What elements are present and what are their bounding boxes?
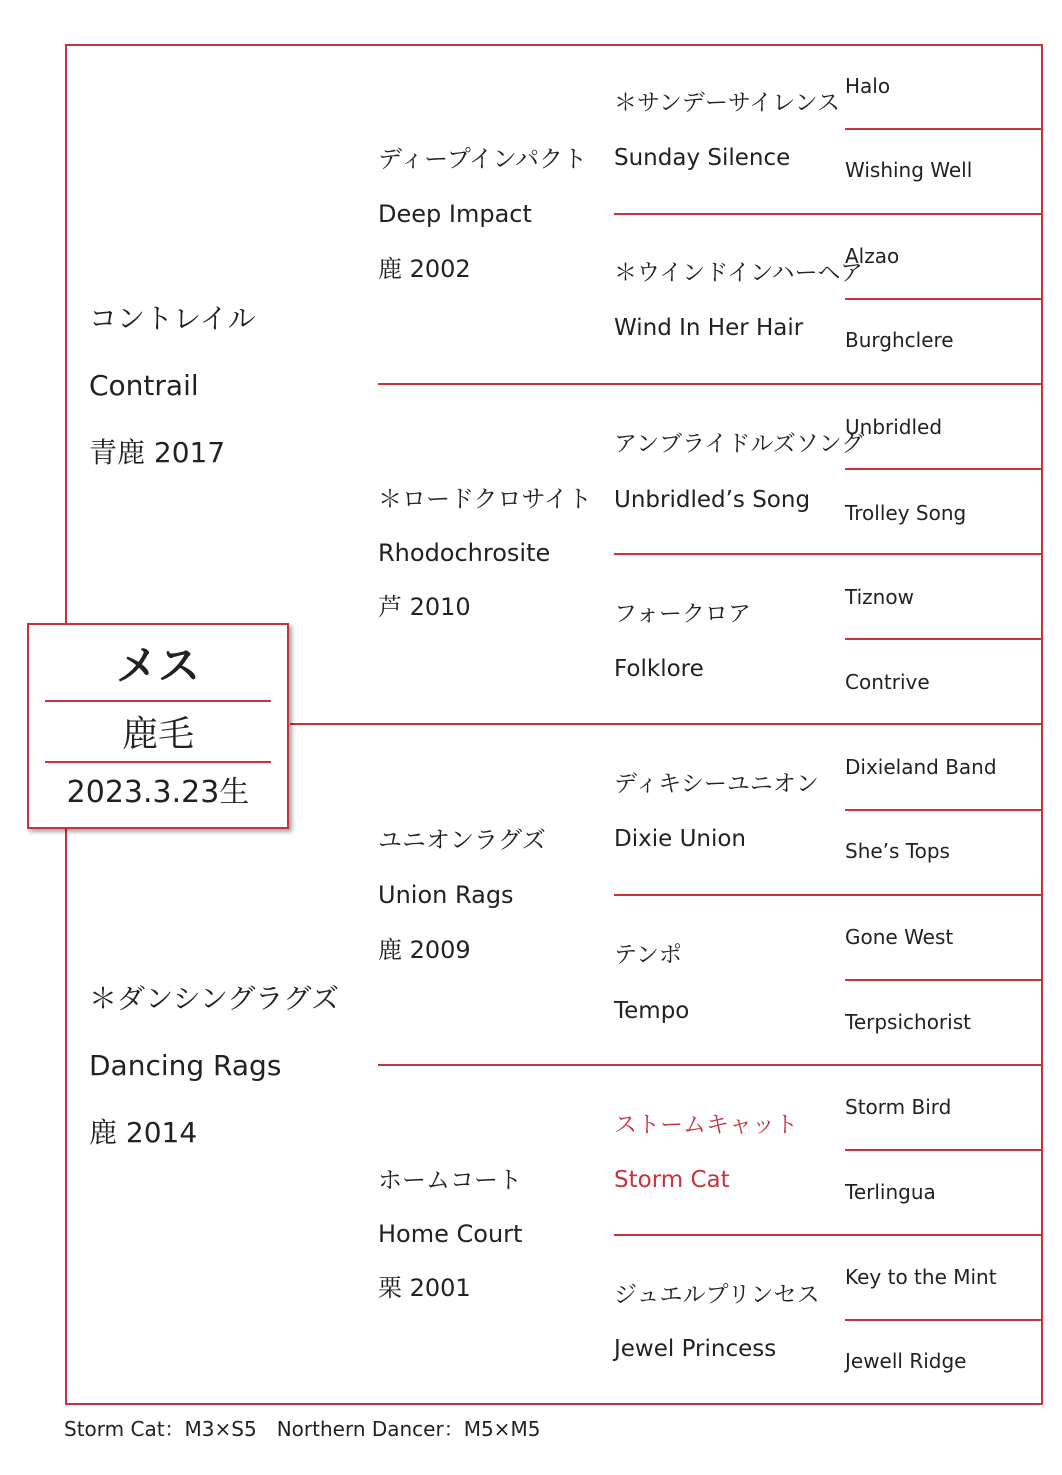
dd-name-en: Home Court bbox=[378, 1220, 523, 1248]
gen4-name: Unbridled bbox=[845, 415, 943, 439]
subject-box bbox=[27, 623, 289, 829]
frame-bottom bbox=[65, 1403, 1043, 1405]
divider-gen4 bbox=[845, 979, 1043, 981]
dsd-name-en: Tempo bbox=[614, 998, 690, 1024]
subject-divider bbox=[45, 761, 271, 763]
divider-gen2-dam bbox=[378, 1064, 1043, 1066]
dds-name-en: Storm Cat bbox=[614, 1167, 730, 1193]
frame-top bbox=[65, 44, 1043, 46]
gen4-name: Terpsichorist bbox=[845, 1010, 971, 1034]
gen4-name: Alzao bbox=[845, 244, 900, 268]
sss-name-ja: ＊サンデーサイレンス bbox=[614, 90, 840, 116]
gen4-name: Burghclere bbox=[845, 328, 954, 352]
ss-name-ja: ディープインパクト bbox=[378, 145, 588, 173]
divider-gen4 bbox=[845, 638, 1043, 640]
sds-name-en: Unbridled’s Song bbox=[614, 487, 811, 513]
sd-info: 芦 2010 bbox=[378, 593, 471, 621]
inbreeding-note: Storm Cat：M3×S5 Northern Dancer：M5×M5 bbox=[64, 1417, 541, 1441]
dd-name-ja: ホームコート bbox=[378, 1166, 522, 1194]
divider-gen3 bbox=[614, 213, 1043, 215]
sire-info: 青鹿 2017 bbox=[89, 436, 226, 469]
gen4-name: Key to the Mint bbox=[845, 1265, 997, 1289]
gen4-name: Gone West bbox=[845, 925, 954, 949]
divider-gen4 bbox=[845, 809, 1043, 811]
ss-info: 鹿 2002 bbox=[378, 255, 471, 283]
subject-divider bbox=[45, 700, 271, 702]
divider-gen1 bbox=[290, 723, 1043, 725]
subject-birth: 2023.3.23生 bbox=[66, 775, 250, 810]
sss-name-en: Sunday Silence bbox=[614, 145, 791, 171]
divider-gen4 bbox=[845, 1149, 1043, 1151]
dd-info: 栗 2001 bbox=[378, 1274, 471, 1302]
gen4-name: Tiznow bbox=[845, 585, 914, 609]
ssd-name-en: Wind In Her Hair bbox=[614, 315, 804, 341]
ssd-name-ja: ＊ウインドインハーヘア bbox=[614, 260, 863, 286]
gen4-name: Wishing Well bbox=[845, 158, 973, 182]
divider-gen2-sire bbox=[378, 383, 1043, 385]
divider-gen3 bbox=[614, 894, 1043, 896]
dsd-name-ja: テンポ bbox=[614, 942, 682, 968]
divider-gen3 bbox=[614, 1234, 1043, 1236]
dam-name-en: Dancing Rags bbox=[89, 1049, 282, 1082]
dds-name-ja: ストームキャット bbox=[614, 1112, 798, 1138]
subject-sex: メス bbox=[115, 641, 200, 690]
sdd-name-ja: フォークロア bbox=[614, 601, 751, 627]
gen4-name: Terlingua bbox=[845, 1180, 936, 1204]
divider-gen4 bbox=[845, 1319, 1043, 1321]
ddd-name-en: Jewel Princess bbox=[614, 1336, 777, 1362]
ds-name-ja: ユニオンラグズ bbox=[378, 826, 546, 854]
divider-gen4 bbox=[845, 468, 1043, 470]
sire-name-en: Contrail bbox=[89, 369, 199, 402]
gen4-name: She’s Tops bbox=[845, 839, 950, 863]
sd-name-en: Rhodochrosite bbox=[378, 539, 551, 567]
ddd-name-ja: ジュエルプリンセス bbox=[614, 1282, 820, 1308]
sire-name-ja: コントレイル bbox=[89, 302, 256, 335]
ds-info: 鹿 2009 bbox=[378, 936, 471, 964]
gen4-name: Trolley Song bbox=[845, 501, 967, 525]
divider-gen4 bbox=[845, 128, 1043, 130]
ss-name-en: Deep Impact bbox=[378, 200, 532, 228]
gen4-name: Jewell Ridge bbox=[845, 1349, 967, 1373]
dam-name-ja: ＊ダンシングラグズ bbox=[89, 982, 340, 1015]
dam-info: 鹿 2014 bbox=[89, 1116, 198, 1149]
gen4-name: Dixieland Band bbox=[845, 755, 997, 779]
gen4-name: Contrive bbox=[845, 670, 930, 694]
subject-coat: 鹿毛 bbox=[121, 714, 194, 755]
divider-gen4 bbox=[845, 298, 1043, 300]
sd-name-ja: ＊ロードクロサイト bbox=[378, 485, 592, 513]
dss-name-en: Dixie Union bbox=[614, 826, 747, 852]
dss-name-ja: ディキシーユニオン bbox=[614, 771, 819, 797]
divider-gen3 bbox=[614, 553, 1043, 555]
ds-name-en: Union Rags bbox=[378, 881, 514, 909]
gen4-name: Storm Bird bbox=[845, 1095, 952, 1119]
sdd-name-en: Folklore bbox=[614, 656, 704, 682]
gen4-name: Halo bbox=[845, 74, 891, 98]
sds-name-ja: アンブライドルズソング bbox=[614, 431, 865, 457]
